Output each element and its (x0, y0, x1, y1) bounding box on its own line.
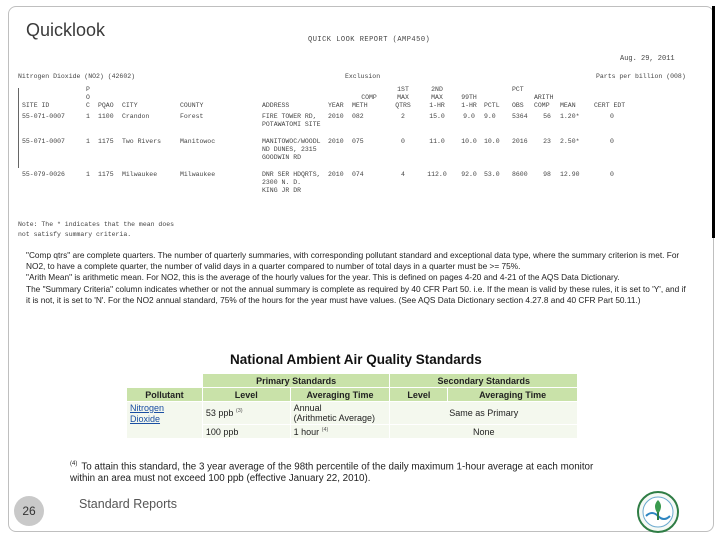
hdr-cell (262, 86, 328, 94)
explanation-summary-criteria: The "Summary Criteria" column indicates whether or not the annual summary is complete as required by 40 CFR Part 50. i.e. If the mean is valid by these rules, it is set to 'Y', and if it is not, it is set to 'N'. For the NO2 annual standard, 75% of the hours for the year must have values. (See AQS Data Dictionary section 4.27.8 and 40 CFR Part 50.11.) (26, 283, 686, 305)
footnote-text: To attain this standard, the 3 year average of the 98th percentile of the daily maximum 1-hour average at each monitor (81, 461, 594, 473)
year: 2010 (328, 171, 344, 178)
secondary-1hr: None (390, 425, 578, 439)
naaqs-title: National Ambient Air Quality Standards (230, 352, 482, 367)
level-value: 53 ppb (205, 408, 234, 418)
level-header: Level (202, 388, 290, 402)
secondary-standards-header: Secondary Standards (390, 374, 578, 388)
hdr-cell (484, 86, 512, 94)
max-1hr-2nd: 10.0 (461, 138, 477, 145)
footnote-line-1 (70, 458, 670, 473)
hdr-cell (122, 86, 180, 94)
poc: 1 (86, 113, 90, 120)
hdr-cell: P (86, 86, 90, 93)
primary-standards-header: Primary Standards (202, 374, 390, 388)
pct-comp: 23 (543, 138, 551, 145)
address (262, 135, 328, 162)
secondary-annual: Same as Primary (390, 402, 578, 425)
hdr-cell: QTRS (395, 102, 411, 109)
obs: 2016 (512, 138, 528, 145)
slide-title: Quicklook (26, 20, 106, 40)
report-table (22, 86, 630, 195)
blank-header-cell (127, 374, 203, 388)
cert: 0 (610, 171, 614, 178)
hdr-cell: 2ND (431, 86, 443, 93)
address-line: ND DUNES, 2315 (262, 146, 317, 153)
pctl-99th: 10.0 (484, 138, 500, 145)
report-title: QUICK LOOK REPORT (AMP450) (308, 36, 431, 44)
address-line: FIRE TOWER RD, (262, 113, 317, 120)
hdr-cell: CITY (122, 102, 138, 109)
address-line: KING JR DR (262, 187, 302, 194)
max-1hr-1st: 112.0 (427, 171, 447, 178)
comp-qtrs: 0 (401, 138, 405, 145)
hdr-cell (22, 86, 86, 94)
secondary-level-header: Level (390, 388, 448, 402)
year: 2010 (328, 113, 344, 120)
county: Manitowoc (180, 138, 216, 145)
hdr-cell: 1-HR (429, 102, 445, 109)
hdr-cell (180, 94, 262, 102)
city: Milwaukee (122, 171, 158, 178)
naaqs-row (127, 402, 578, 425)
hdr-cell: PCTL (484, 102, 500, 109)
footnote-mark: (4) (70, 461, 78, 467)
hdr-cell (328, 94, 352, 102)
primary-level-annual (202, 402, 290, 425)
pqao: 1175 (98, 138, 114, 145)
averaging-time-header: Averaging Time (290, 388, 390, 402)
address (262, 168, 328, 195)
avg-line: (Arithmetic Average) (293, 413, 375, 423)
hdr-cell: ARITH (534, 94, 554, 101)
hdr-cell: METH (352, 102, 368, 109)
report-header-row (22, 102, 630, 110)
hdr-cell (560, 94, 594, 102)
pct-comp: 98 (543, 171, 551, 178)
meth: 082 (352, 113, 364, 120)
max-1hr-2nd: 92.0 (461, 171, 477, 178)
hdr-cell: 99TH (461, 94, 477, 101)
hdr-cell: SITE ID (22, 102, 50, 109)
report-image-edge (712, 6, 715, 238)
explanation-comp-qtrs: "Comp qtrs" are complete quarters. The number of quarterly summaries, with corresponding pollutant standard and exceptional data type, where the summary criterion is met. For NO2, to have a complete quarter, the number of valid days in a quarter compared to number of total days in a quarter must be >= 75%. (26, 250, 680, 272)
footnote-ref: (3) (235, 408, 243, 414)
hdr-cell (328, 86, 352, 94)
naaqs-group-header-row (127, 374, 578, 388)
averaging-time-1hr (290, 425, 390, 439)
epa-logo-icon (636, 490, 680, 534)
hdr-cell (512, 94, 534, 102)
report-divider (18, 88, 19, 168)
max-1hr-2nd: 9.0 (463, 113, 475, 120)
hdr-cell: ADDRESS (262, 102, 290, 109)
hdr-cell: CERT EDT (594, 102, 626, 109)
hdr-cell (262, 94, 328, 102)
max-1hr-1st: 15.0 (429, 113, 445, 120)
hdr-cell: MEAN (560, 102, 576, 109)
report-exceptional: Exclusion (345, 73, 381, 80)
county: Forest (180, 113, 204, 120)
hdr-cell: MAX (397, 94, 409, 101)
hdr-cell: PQAO (98, 102, 114, 109)
hdr-cell (560, 86, 594, 94)
hdr-cell (534, 86, 560, 94)
hdr-cell (484, 94, 512, 102)
report-parameter: Nitrogen Dioxide (NO2) (42602) (18, 73, 136, 80)
naaqs-footnote (70, 458, 670, 485)
pqao: 1100 (98, 113, 114, 120)
arith-mean: 2.50* (560, 138, 580, 145)
meth: 074 (352, 171, 364, 178)
cert: 0 (610, 138, 614, 145)
hdr-cell: YEAR (328, 102, 344, 109)
naaqs-col-header-row (127, 388, 578, 402)
report-header-row (22, 86, 630, 94)
footnote-ref: (4) (321, 426, 329, 433)
hdr-cell (98, 86, 122, 94)
pollutant-link[interactable] (127, 402, 203, 439)
address-line: MANITOWOC/WOODL (262, 138, 321, 145)
hdr-cell (594, 94, 630, 102)
hdr-cell: PCT (512, 86, 524, 93)
secondary-averaging-time-header: Averaging Time (448, 388, 578, 402)
footer-text: Standard Reports (79, 497, 177, 511)
pollutant-link-line[interactable]: Nitrogen (130, 403, 165, 413)
report-note (18, 220, 174, 240)
hdr-cell: 1-HR (461, 102, 477, 109)
hdr-cell (454, 86, 484, 94)
arith-mean: 12.90 (560, 171, 580, 178)
averaging-time-annual (290, 402, 390, 425)
hdr-cell (352, 86, 386, 94)
hdr-cell (594, 86, 630, 94)
hdr-cell: COMP (534, 102, 550, 109)
primary-level-1hr: 100 ppb (202, 425, 290, 439)
cert: 0 (610, 113, 614, 120)
report-date: Aug. 29, 2011 (620, 55, 675, 63)
table-row (22, 168, 630, 195)
comp-qtrs: 2 (401, 113, 405, 120)
hdr-cell: C (86, 102, 90, 109)
pqao: 1175 (98, 171, 114, 178)
avg-line: Annual (293, 403, 322, 413)
hdr-cell: OBS (512, 102, 524, 109)
table-row (22, 135, 630, 162)
hdr-cell (98, 94, 122, 102)
address (262, 110, 328, 129)
pct-comp: 56 (543, 113, 551, 120)
note-line: not satisfy summary criteria. (18, 231, 132, 238)
meth: 075 (352, 138, 364, 145)
obs: 8600 (512, 171, 528, 178)
site-id: 55-071-0007 (22, 138, 65, 145)
pollutant-link-line[interactable]: Dioxide (130, 414, 161, 424)
naaqs-table (126, 373, 578, 439)
address-line: POTAWATOMI SITE (262, 121, 321, 128)
pollutant-header: Pollutant (127, 388, 203, 402)
poc: 1 (86, 138, 90, 145)
obs: 5364 (512, 113, 528, 120)
table-row (22, 110, 630, 129)
hdr-cell: COMP (361, 94, 377, 101)
hdr-cell: 1ST (397, 86, 409, 93)
report-units: Parts per billion (008) (596, 73, 686, 80)
city: Two Rivers (122, 138, 162, 145)
site-id: 55-071-0007 (22, 113, 65, 120)
max-1hr-1st: 11.0 (429, 138, 445, 145)
city: Crandon (122, 113, 150, 120)
address-line: 2300 N. D. (262, 179, 302, 186)
address-line: DNR SER HDQRTS, (262, 171, 321, 178)
arith-mean: 1.20* (560, 113, 580, 120)
note-line: Note: The * indicates that the mean does (18, 221, 175, 228)
hdr-cell (122, 94, 180, 102)
poc: 1 (86, 171, 90, 178)
hdr-cell: MAX (431, 94, 443, 101)
explanation-arith-mean: "Arith Mean" is arithmetic mean. For NO2, this is the average of the hourly values for the year. This is defined on pages 4-20 and 4-21 of the AQS Data Dictionary. (26, 272, 620, 283)
hdr-cell: O (86, 94, 90, 101)
pctl-99th: 53.0 (484, 171, 500, 178)
page-number-badge (14, 496, 44, 526)
explanation-text (26, 250, 686, 306)
report-header-row (22, 94, 630, 102)
hdr-cell (180, 86, 262, 94)
footnote-line-2: within an area must not exceed 100 ppb (effective January 22, 2010). (70, 473, 371, 485)
address-line: GOODWIN RD (262, 154, 302, 161)
county: Milwaukee (180, 171, 216, 178)
pctl-99th: 9.0 (484, 113, 496, 120)
hdr-cell (22, 94, 86, 102)
year: 2010 (328, 138, 344, 145)
avg-value: 1 hour (293, 426, 320, 437)
site-id: 55-079-0026 (22, 171, 65, 178)
comp-qtrs: 4 (401, 171, 405, 178)
page-number: 26 (22, 504, 36, 518)
hdr-cell: COUNTY (180, 102, 204, 109)
